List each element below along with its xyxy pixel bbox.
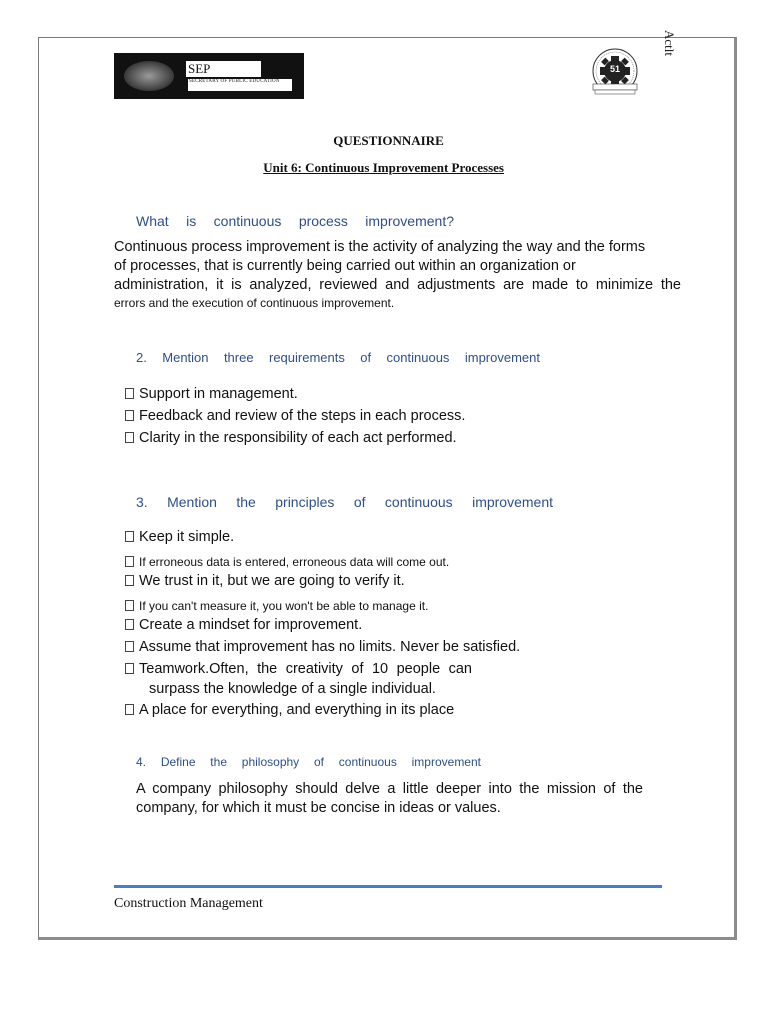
list-item: Keep it simple. — [125, 529, 520, 551]
question-4-answer — [136, 780, 643, 818]
footer-divider — [114, 885, 662, 888]
list-item: Feedback and review of the steps in each process. — [125, 408, 465, 430]
checkbox-bullet-icon — [125, 531, 134, 542]
question-3-list — [125, 529, 520, 724]
list-item: A place for everything, and everything in its place — [125, 702, 520, 724]
list-item: We trust in it, but we are going to verify it. — [125, 573, 520, 595]
question-1-answer — [114, 238, 681, 311]
tec-logo-number: 51 — [609, 64, 620, 74]
list-item: Clarity in the responsibility of each act performed. — [125, 430, 465, 452]
question-3-heading: 3. Mention the principles of continuous improvement — [136, 494, 553, 510]
document-page — [38, 30, 737, 940]
question-2-list — [125, 386, 465, 452]
checkbox-bullet-icon — [125, 432, 134, 443]
footer-text: Construction Management — [114, 896, 263, 911]
checkbox-bullet-icon — [125, 575, 134, 586]
checkbox-bullet-icon — [125, 600, 134, 611]
list-item: Assume that improvement has no limits. Never be satisfied. — [125, 639, 520, 661]
checkbox-bullet-icon — [125, 410, 134, 421]
question-1-heading: What is continuous process improvement? — [136, 213, 454, 229]
list-item: If you can't measure it, you won't be able to manage it. — [125, 595, 520, 617]
checkbox-bullet-icon — [125, 556, 134, 567]
checkbox-bullet-icon — [125, 619, 134, 630]
sep-logo — [114, 53, 304, 99]
question-2-heading: 2. Mention three requirements of continuous improvement — [136, 350, 540, 365]
unit-title — [39, 160, 738, 176]
list-item: If erroneous data is entered, erroneous data will come out. — [125, 551, 520, 573]
question-4-heading: 4. Define the philosophy of continuous improvement — [136, 755, 481, 769]
list-item: Teamwork.Often, the creativity of 10 people can — [125, 661, 472, 681]
answer-line: Continuous process improvement is the activity of analyzing the way and the forms — [114, 239, 646, 255]
checkbox-bullet-icon — [125, 663, 134, 674]
answer-line: A company philosophy should delve a little deeper into the mission of the — [136, 781, 643, 797]
answer-line: administration, it is analyzed, reviewed and adjustments are made to minimize the — [114, 277, 681, 293]
checkbox-bullet-icon — [125, 641, 134, 652]
tec-logo-text: Actlt — [662, 30, 677, 56]
list-item: Support in management. — [125, 386, 465, 408]
sep-logo-text: SEP — [186, 61, 261, 77]
tec-logo — [571, 30, 677, 96]
eagle-emblem-icon — [124, 61, 174, 91]
answer-line: company, for which it must be concise in ideas or values. — [136, 800, 501, 816]
checkbox-bullet-icon — [125, 704, 134, 715]
document-title: QUESTIONNAIRE — [333, 133, 444, 148]
answer-line: of processes, that is currently being carried out within an organization or — [114, 258, 576, 274]
unit-title-text: Unit 6: Continuous Improvement Processes — [263, 160, 504, 175]
list-item: Create a mindset for improvement. — [125, 617, 520, 639]
answer-line: errors and the execution of continuous improvement. — [114, 296, 395, 310]
sep-logo-subtext: SECRETARY OF PUBLIC EDUCATION — [188, 79, 292, 91]
checkbox-bullet-icon — [125, 388, 134, 399]
list-item-continuation: surpass the knowledge of a single individual. — [149, 681, 436, 697]
